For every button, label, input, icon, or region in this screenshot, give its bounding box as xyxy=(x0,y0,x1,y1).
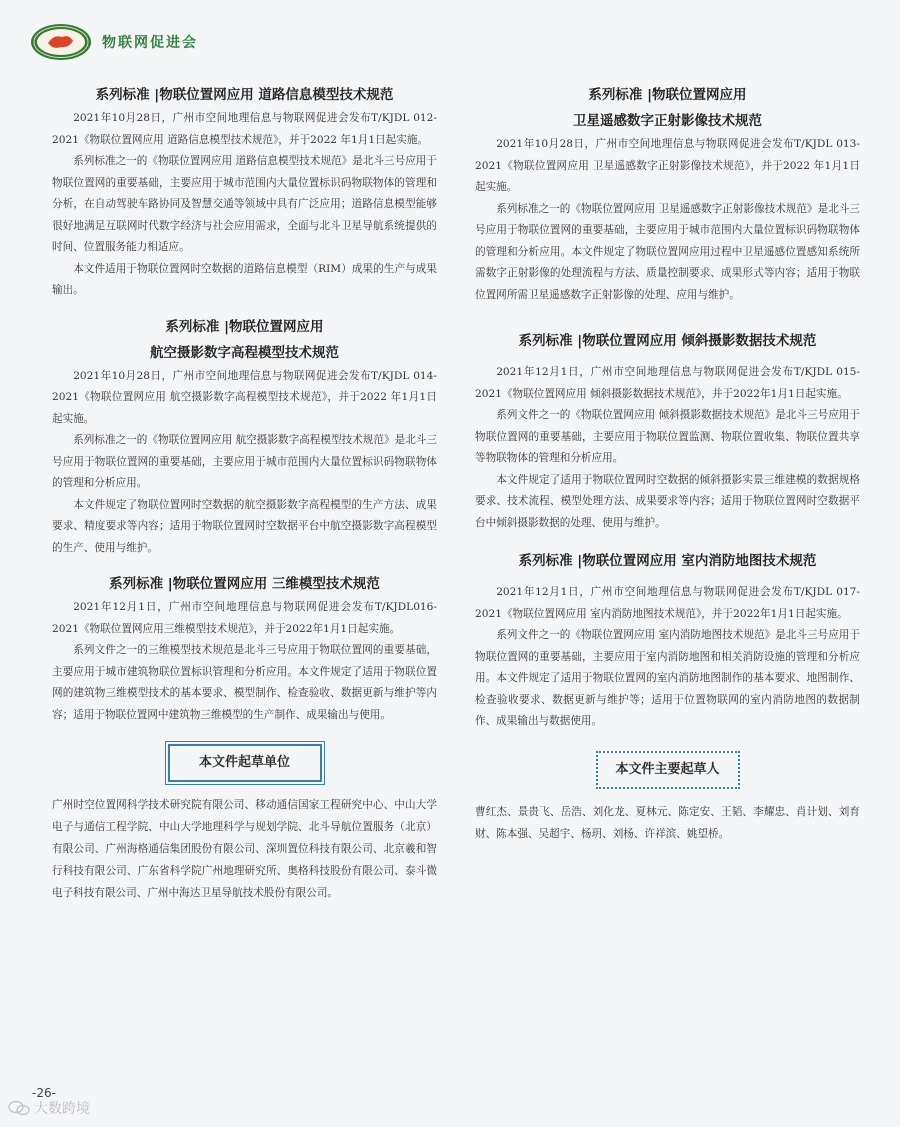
paragraph: 系列文件之一的《物联位置网应用 室内消防地图技术规范》是北斗三号应用于物联位置网的重要基础，主要应用于室内消防地图和相关消防设施的管理和分析应用。本文件规定了适用于物联位置网的室内消防地图制作的基本要求、地图制作、检查验收要求、数据更新与维护等；适用于位置物联网的室内消防地图的数据制作、成果输出与数据使用。 xyxy=(475,629,860,727)
watermark xyxy=(8,1098,90,1118)
paragraph: 本文件规定了物联位置网时空数据的航空摄影数字高程模型的生产方法、成果要求、精度要求等内容；适用于物联位置网时空数据平台中航空摄影数字高程模型的生产、使用与维护。 xyxy=(52,498,437,554)
drafting-units-heading: 本文件起草单位 xyxy=(168,744,322,782)
wechat-logo-icon xyxy=(8,1100,30,1116)
section-3d-model xyxy=(52,571,437,726)
section-title-line2: 航空摄影数字高程模型技术规范 xyxy=(150,344,339,361)
paragraph: 系列文件之一的三维模型技术规范是北斗三号应用于物联位置网的重要基础，主要应用于城市建筑物联位置标识管理和分析应用。本文件规定了适用于物联位置网的建筑物三维模型技术的基本要求、模型制作、检查验收、数据更新与维护等内容；适用于物联位置网中建筑物三维模型的生产制作、成果输出与使用。 xyxy=(52,644,437,721)
section-oblique-photography xyxy=(475,328,860,534)
section-title: 系列标准 |物联位置网应用 三维模型技术规范 xyxy=(109,576,380,592)
drafters-heading: 本文件主要起草人 xyxy=(596,751,740,789)
section-title: 系列标准 |物联位置网应用 倾斜摄影数据技术规范 xyxy=(518,333,817,349)
paragraph: 系列标准之一的《物联位置网应用 卫星遥感数字正射影像技术规范》是北斗三号应用于物联位置网的重要基础，主要应用于城市范围内大量位置标识码物联物体的管理和分析应用。本文件规定了物联位置网应用过程中卫星遥感位置感知系统所需数字正射影像的处理流程与方法、质量控制要求、成果形式等内容；适用于物联位置网所需卫星遥感数字正射影像的处理、应用与维护。 xyxy=(475,202,860,301)
paragraph: 系列标准之一的《物联位置网应用 道路信息模型技术规范》是北斗三号应用于物联位置网的重要基础，主要应用于城市范围内大量位置标识码物联物体的管理和分析，在自动驾驶车路协同及智慧交通等领域中具有广泛应用；道路信息模型能够很好地满足互联网时代数字经济与社会应用需求，全面与北斗卫星导航系统提供的时间、位置服务能力相适应。 xyxy=(52,155,437,253)
section-satellite-orthoimage xyxy=(475,82,860,306)
org-name: 物联网促进会 xyxy=(102,35,198,51)
section-title-line1: 系列标准 |物联位置网应用 xyxy=(165,318,324,335)
section-title xyxy=(475,82,860,134)
section-indoor-fire-map xyxy=(475,548,860,733)
paragraph: 2021年12月1日，广州市空间地理信息与物联网促进会发布T/KJDL 015-2021《物联位置网应用 倾斜摄影数据技术规范》，并于2022年1月1日起实施。 xyxy=(475,366,860,400)
section-title: 系列标准 |物联位置网应用 室内消防地图技术规范 xyxy=(518,553,817,569)
watermark-text: 大数跨境 xyxy=(34,1101,90,1117)
paragraph: 系列标准之一的《物联位置网应用 航空摄影数字高程模型技术规范》是北斗三号应用于物联位置网的重要基础，主要应用于城市范围内大量位置标识码物联物体的管理和分析应用。 xyxy=(52,434,437,489)
drafting-units-list: 广州时空位置网科学技术研究院有限公司、移动通信国家工程研究中心、中山大学电子与通信工程学院、中山大学地理科学与规划学院、北斗导航位置服务（北京）有限公司、广州海格通信集团股份有限公司、深圳置位科技有限公司、北京羲和智行科技有限公司、广东省科学院广州地理研究所、奥格科技股份有限公司、泰斗微电子科技有限公司、广州中海达卫星导航技术股份有限公司。 xyxy=(52,799,437,899)
paragraph: 2021年12月1日，广州市空间地理信息与物联网促进会发布T/KJDL 017-2021《物联位置网应用 室内消防地图技术规范》，并于2022年1月1日起实施。 xyxy=(475,586,860,620)
paragraph: 本文件适用于物联位置网时空数据的道路信息模型（RIM）成果的生产与成果输出。 xyxy=(52,262,437,296)
page-number: -26- xyxy=(32,1086,56,1100)
paragraph: 2021年12月1日，广州市空间地理信息与物联网促进会发布T/KJDL016-2021《物联位置网应用三维模型技术规范》，并于2022年1月1日起实施。 xyxy=(52,601,437,635)
paragraph: 2021年10月28日，广州市空间地理信息与物联网促进会发布T/KJDL 014-2021《物联位置网应用 航空摄影数字高程模型技术规范》，并于2022 年1月1日起实施。 xyxy=(52,369,437,425)
section-title-line2: 卫星遥感数字正射影像技术规范 xyxy=(573,113,762,129)
right-column xyxy=(475,82,860,845)
section-title-line1: 系列标准 |物联位置网应用 xyxy=(588,87,747,103)
section-aerial-dem xyxy=(52,314,437,560)
paragraph: 2021年10月28日，广州市空间地理信息与物联网促进会发布T/KJDL 013-2021《物联位置网应用 卫星遥感数字正射影像技术规范》，并于2022 年1月1日起实施。 xyxy=(475,138,860,193)
section-title xyxy=(52,314,437,366)
section-title: 系列标准 |物联位置网应用 道路信息模型技术规范 xyxy=(95,87,394,103)
association-logo-icon xyxy=(30,23,92,61)
paragraph: 本文件规定了适用于物联位置网时空数据的倾斜摄影实景三维建模的数据规格要求、技术流程、模型处理方法、成果要求等内容；适用于物联位置网时空数据平台中倾斜摄影数据的处理、使用与维护。 xyxy=(475,473,860,529)
left-column xyxy=(52,82,437,904)
page-header xyxy=(30,22,198,62)
paragraph: 2021年10月28日，广州市空间地理信息与物联网促进会发布T/KJDL 012-2021《物联位置网应用 道路信息模型技术规范》，并于2022 年1月1日起实施。 xyxy=(52,112,437,146)
section-road-info-model xyxy=(52,82,437,302)
drafters-list: 曹红杰、景贵飞、岳浩、刘化龙、夏林元、陈定安、王韬、李耀忠、肖计划、刘育财、陈本强、吴超宇、杨玥、刘杨、许祥滨、姚望桥。 xyxy=(475,805,860,840)
paragraph: 系列文件之一的《物联位置网应用 倾斜摄影数据技术规范》是北斗三号应用于物联位置网的重要基础，主要应用于物联位置监测、物联位置收集、物联位置共享等物联物体的管理和分析应用。 xyxy=(475,409,860,464)
